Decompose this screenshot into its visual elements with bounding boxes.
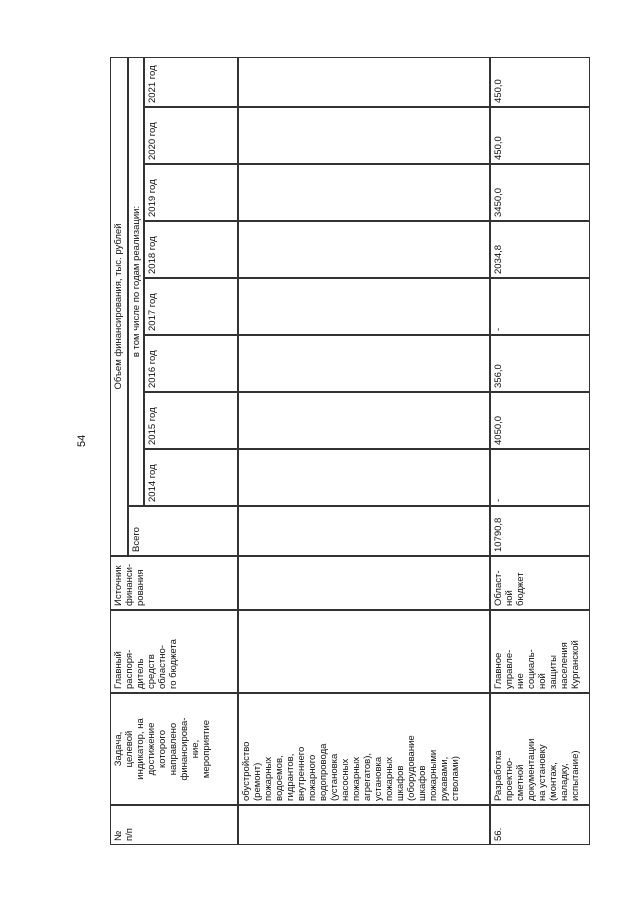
row1-num	[238, 805, 490, 845]
row1-2021	[238, 57, 490, 107]
header-year-2015: 2015 год	[144, 392, 238, 449]
row1-2016	[238, 335, 490, 392]
row2-2018: 2034,8	[490, 221, 590, 278]
header-funding-total: Объем финансирования, тыс. рублей	[110, 57, 128, 556]
row2-task: Разработка проектно- сметной документации на установку (монтаж, наладку, испытание)	[490, 693, 590, 805]
row1-2015	[238, 392, 490, 449]
row2-2015: 4050,0	[490, 392, 590, 449]
row1-task: обустройство (ремонт) пожарных водоемов, гидрантов, внутреннего пожарного водопровода (установка насосных пожарных агрегатов), установка пожарных шкафов (оборудование шкафов пожарными рукавами, стволами)	[238, 693, 490, 805]
header-year-2021: 2021 год	[144, 57, 238, 107]
row1-manager	[238, 610, 490, 693]
row1-2019	[238, 164, 490, 221]
row1-total	[238, 506, 490, 556]
row2-2014: -	[490, 449, 590, 506]
header-total: Всего	[128, 506, 238, 556]
page-number: 54	[76, 434, 88, 447]
header-year-2016: 2016 год	[144, 335, 238, 392]
row1-2020	[238, 107, 490, 164]
row1-2017	[238, 278, 490, 335]
row1-2018	[238, 221, 490, 278]
row1-source	[238, 556, 490, 610]
row2-source: Област- ной бюджет	[490, 556, 590, 610]
header-manager: Главный распоря- дитель средств областно- го бюджета	[110, 610, 238, 693]
row2-2020: 450,0	[490, 107, 590, 164]
row2-num: 56.	[490, 805, 590, 845]
row2-2019: 3450,0	[490, 164, 590, 221]
header-year-2019: 2019 год	[144, 164, 238, 221]
row1-2014	[238, 449, 490, 506]
header-num: № п/п	[110, 805, 238, 845]
header-year-2018: 2018 год	[144, 221, 238, 278]
header-by-years: в том числе по годам реализации:	[128, 57, 144, 506]
row2-2021: 450,0	[490, 57, 590, 107]
row2-manager: Главное управле- ние социаль- ной защиты населения Курганской	[490, 610, 590, 693]
row2-2016: 356,0	[490, 335, 590, 392]
header-task: Задача, целевой индикатор, на достижение которого направлено финансирова- ние, мероприятие	[110, 693, 238, 805]
row2-total: 10790,8	[490, 506, 590, 556]
funding-table	[110, 57, 590, 845]
header-source: Источник финанси- рования	[110, 556, 238, 610]
row2-2017: -	[490, 278, 590, 335]
header-year-2017: 2017 год	[144, 278, 238, 335]
header-year-2014: 2014 год	[144, 449, 238, 506]
header-year-2020: 2020 год	[144, 107, 238, 164]
